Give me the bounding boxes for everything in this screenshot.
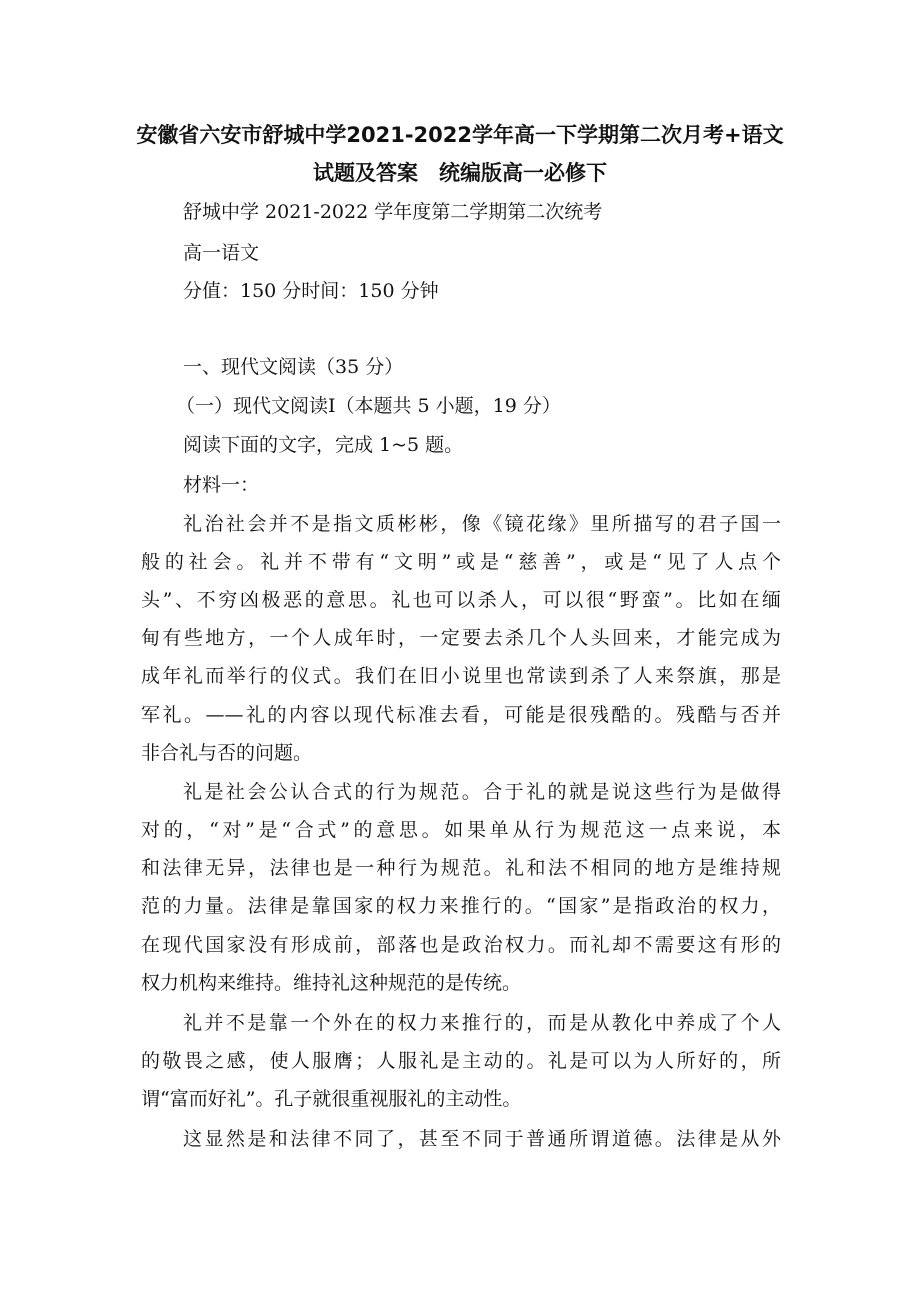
document-title-line-2: 试题及答案 统编版高一必修下: [313, 161, 607, 185]
paragraph-2-line-3: 和法律无异，法律也是一种行为规范。礼和法不相同的地方是维持规: [141, 857, 781, 879]
paragraph-4-line-1: 这显然是和法律不同了，甚至不同于普通所谓道德。法律是从外: [183, 1128, 781, 1150]
paragraph-1-line-6: 军礼。——礼的内容以现代标准去看，可能是很残酷的。残酷与否并: [141, 704, 781, 726]
paragraph-1-line-3: 头”、不穷凶极恶的意思。礼也可以杀人，可以很“野蛮”。比如在缅: [141, 589, 781, 611]
paragraph-1-line-4: 甸有些地方，一个人成年时，一定要去杀几个人头回来，才能完成为: [141, 627, 781, 649]
paragraph-3-line-3: 谓“富而好礼”。孔子就很重视服礼的主动性。: [141, 1088, 522, 1110]
paragraph-2-line-4: 范的力量。法律是靠国家的权力来推行的。“国家”是指政治的权力，: [141, 895, 781, 917]
paragraph-2-line-5: 在现代国家没有形成前，部落也是政治权力。而礼却不需要这有形的: [141, 934, 781, 956]
paragraph-3-line-1: 礼并不是靠一个外在的权力来推行的，而是从教化中养成了个人: [183, 1012, 781, 1034]
exam-name: 舒城中学 2021-2022 学年度第二学期第二次统考: [183, 201, 603, 223]
instruction: 阅读下面的文字，完成 1~5 题。: [183, 434, 464, 456]
score-time: 分值：150 分时间：150 分钟: [183, 280, 439, 302]
paragraph-1-line-1: 礼治社会并不是指文质彬彬，像《镜花缘》里所描写的君子国一: [183, 513, 781, 535]
paragraph-2-line-2: 对的，“对”是“合式”的意思。如果单从行为规范这一点来说，本: [141, 819, 781, 841]
subsection-heading: （一）现代文阅读Ⅰ（本题共 5 小题，19 分）: [176, 395, 561, 417]
paragraph-1-line-5: 成年礼而举行的仪式。我们在旧小说里也常读到杀了人来祭旗，那是: [141, 665, 781, 687]
paragraph-3-line-2: 的敬畏之感，使人服膺；人服礼是主动的。礼是可以为人所好的，所: [141, 1050, 781, 1072]
subject: 高一语文: [183, 242, 260, 264]
document-title-line-1: 安徽省六安市舒城中学2021-2022学年高一下学期第二次月考+语文: [136, 123, 784, 147]
paragraph-1-line-7: 非合礼与否的问题。: [141, 742, 313, 764]
paragraph-2-line-1: 礼是社会公认合式的行为规范。合于礼的就是说这些行为是做得: [183, 781, 781, 803]
material-label: 材料一：: [183, 474, 260, 496]
paragraph-1-line-2: 般的社会。礼并不带有“文明”或是“慈善”，或是“见了人点个: [141, 551, 781, 573]
paragraph-2-line-6: 权力机构来维持。维持礼这种规范的是传统。: [141, 972, 522, 994]
section-heading: 一、现代文阅读（35 分）: [183, 356, 404, 378]
